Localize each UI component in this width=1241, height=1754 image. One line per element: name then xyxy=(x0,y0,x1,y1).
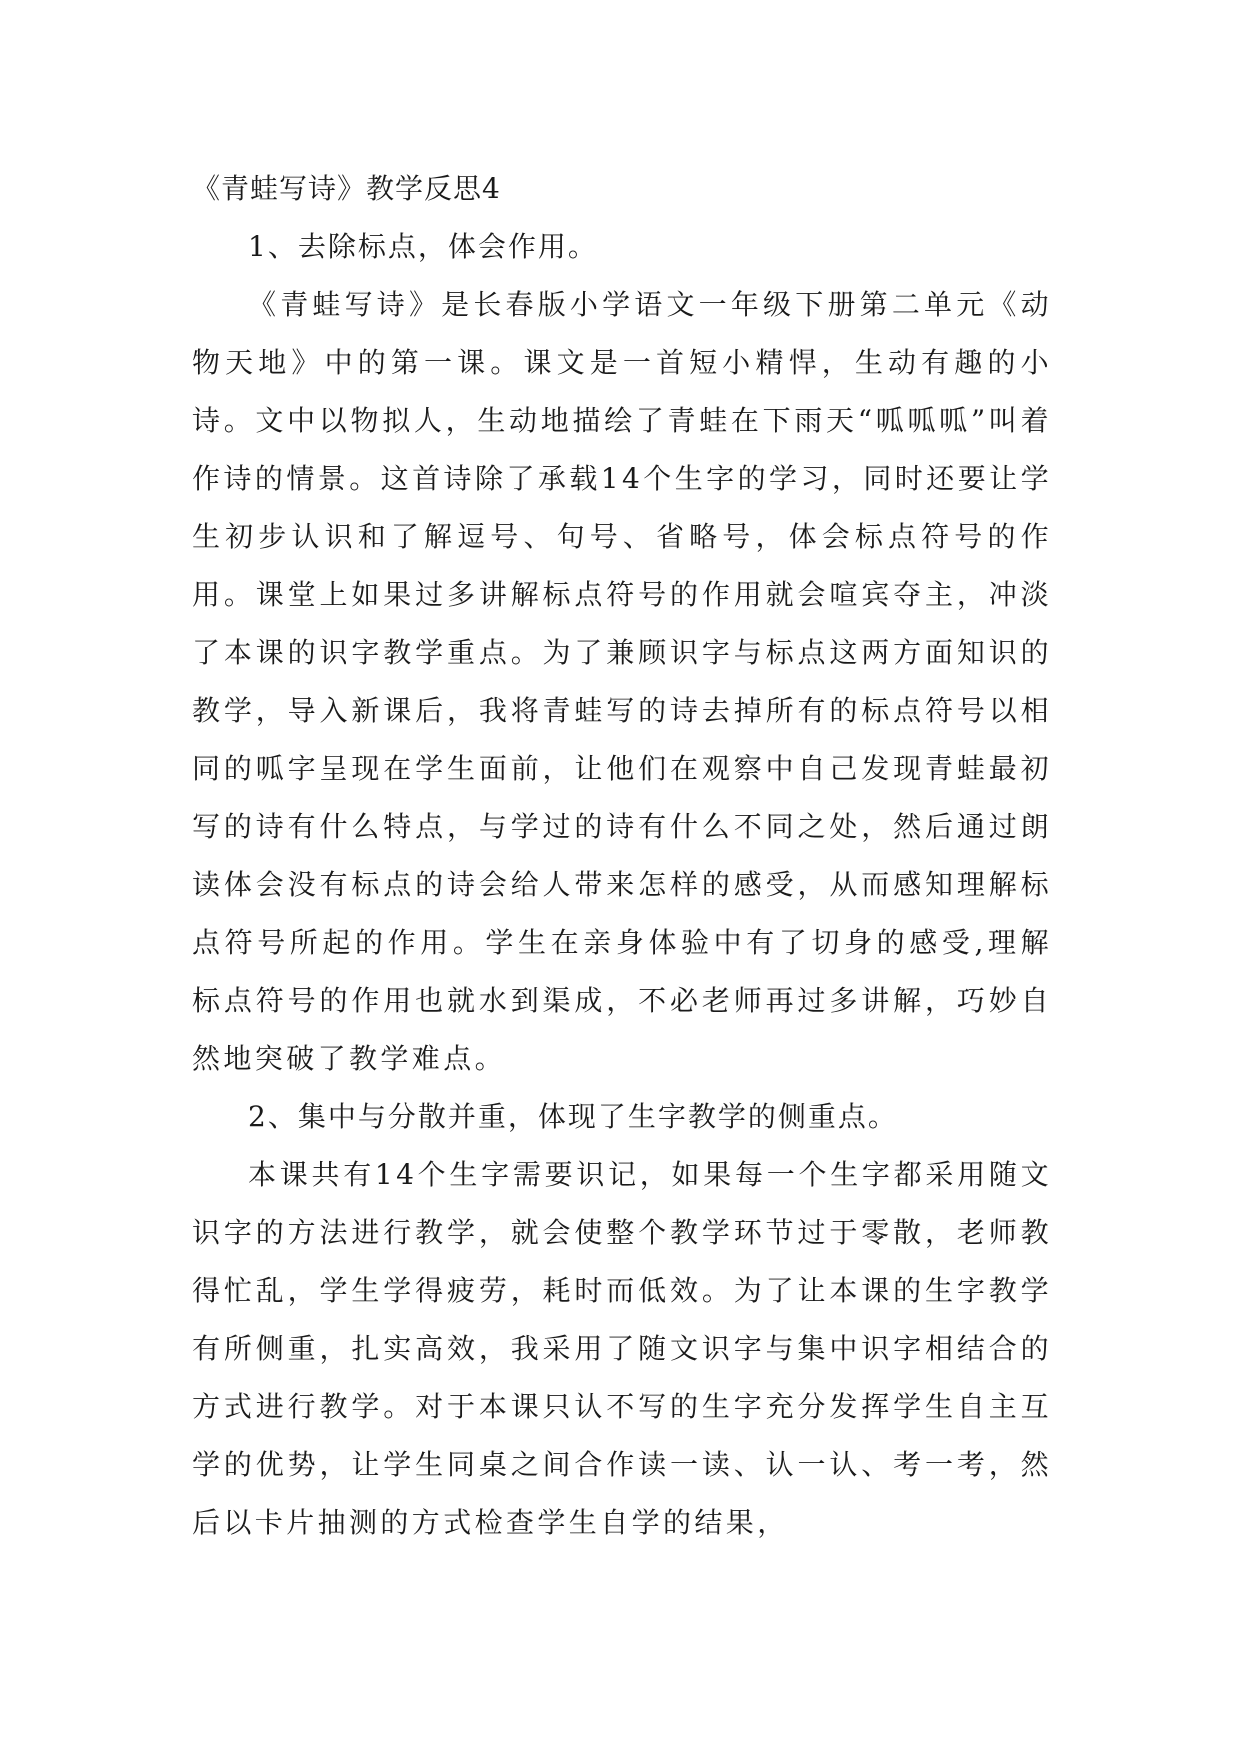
section-paragraph-1: 《青蛙写诗》是长春版小学语文一年级下册第二单元《动物天地》中的第一课。课文是一首短小精悍，生动有趣的小诗。文中以物拟人，生动地描绘了青蛙在下雨天“呱呱呱”叫着作诗的情景。这首诗除了承载14个生字的学习，同时还要让学生初步认识和了解逗号、句号、省略号，体会标点符号的作用。课堂上如果过多讲解标点符号的作用就会喧宾夺主，冲淡了本课的识字教学重点。为了兼顾识字与标点这两方面知识的教学，导入新课后，我将青蛙写的诗去掉所有的标点符号以相同的呱字呈现在学生面前，让他们在观察中自己发现青蛙最初写的诗有什么特点，与学过的诗有什么不同之处，然后通过朗读体会没有标点的诗会给人带来怎样的感受，从而感知理解标点符号所起的作用。学生在亲身体验中有了切身的感受,理解标点符号的作用也就水到渠成，不必老师再过多讲解，巧妙自然地突破了教学难点。 xyxy=(192,288,1052,1075)
section-paragraph-2: 本课共有14个生字需要识记，如果每一个生字都采用随文识字的方法进行教学，就会使整个教学环节过于零散，老师教得忙乱，学生学得疲劳，耗时而低效。为了让本课的生字教学有所侧重，扎实高效，我采用了随文识字与集中识字相结合的方式进行教学。对于本课只认不写的生字充分发挥学生自主互学的优势，让学生同桌之间合作读一读、认一认、考一考，然后以卡片抽测的方式检查学生自学的结果， xyxy=(192,1158,1052,1539)
section-heading-2: 2、集中与分散并重，体现了生字教学的侧重点。 xyxy=(248,1100,898,1133)
document-body xyxy=(192,160,1052,1552)
section-heading-1: 1、去除标点，体会作用。 xyxy=(248,230,598,263)
document-title: 《青蛙写诗》教学反思4 xyxy=(192,172,501,205)
